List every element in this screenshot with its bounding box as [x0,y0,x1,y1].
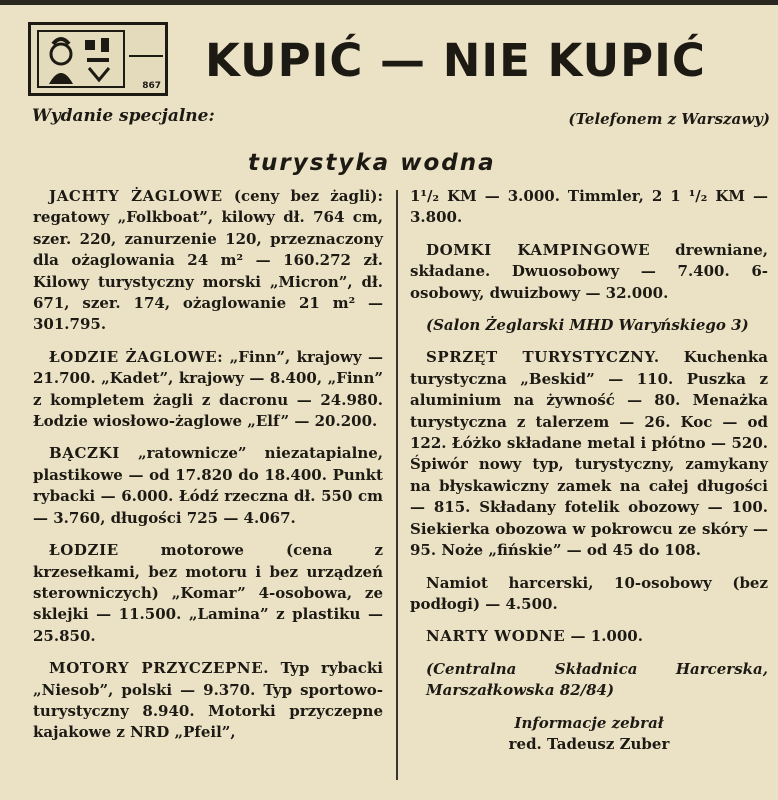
paragraph-heading: JACHTY ŻAGLOWE [49,187,223,205]
paragraph-text: motorowe (cena z krzesełkami, bez motoru i bez urządzeń sterowniczych) „Komar” 4-osobowa, ze sklejki — 11.500. „Lamina” z plastiku — 25.850. [33,541,383,645]
paragraph-text: „Finn”, krajowy — 21.700. „Kadet”, krajowy — 8.400, „Finn” z kompletem żagli z dacronu — 24.980. Łodzie wiosłowo-żaglowe „Elf” — 20.200. [33,347,383,431]
author-name: red. Tadeusz Zuber [508,734,670,753]
left-column [33,186,383,755]
paragraph-text: „ratownicze” niezatapialne, plastikowe — od 17.820 do 18.400. Punkt rybacki — 6.000. Łódź rzeczna dł. 550 cm — 3.760, długości 725 — 4.067. [33,444,383,527]
paragraph-text: Kuchenka turystyczna „Beskid” — 110. Puszka z aluminium na żywność — 80. Menażka turystyczna z talerzem — 26. Koc — od 122. Łóżko składane metal i płótno — 520. Śpiwór nowy typ, turystyczny, zamykany na błyskawiczny zamek na całej długości — 815. Składany fotelik obozowy — 100. Siekierka obozowa w pokrowcu ze skóry — 95. Noże „fińskie” — od 45 do 108. [410,348,768,560]
top-border [0,0,778,5]
author-credit [410,713,768,756]
source-note: (Centralna Składnica Harcerska, Marszałkowska 82/84) [426,659,768,700]
section-title: turystyka wodna [248,150,496,176]
paragraph-namiot [410,573,768,616]
paragraph-heading: MOTORY PRZYCZEPNE. [49,659,270,678]
logo-illustration [37,30,125,88]
logo-price-tag [129,33,163,57]
paragraph-text: drewniane, składane. Dwuosobowy — 7.400. 6-osobowy, dwuizbowy — 32.000. [410,240,768,302]
paragraph-heading: NARTY WODNE [426,627,566,646]
paragraph-heading: BĄCZKI [49,444,120,463]
paragraph-heading: ŁODZIE ŻAGLOWE: [49,347,224,366]
page-title: KUPIĆ — NIE KUPIĆ [205,34,706,87]
column-divider [396,190,398,780]
dateline: (Telefonem z Warszawy) [568,110,770,128]
paragraph-heading: SPRZĘT TURYSTYCZNY. [426,348,660,367]
paragraph-motory [33,658,383,744]
credit-line: Informacje zebrał [514,713,664,732]
paragraph-sprzet [410,347,768,561]
paragraph-heading: ŁODZIE [49,541,119,560]
paragraph-baczki [33,443,383,529]
paragraph-text: (ceny bez żagli): regatowy „Folkboat”, kilowy dł. 764 cm, szer. 220, zanurzenie 120, przeznaczony dla ożaglowania 24 m² — 160.272 zł. Kilowy turystyczny morski „Micron”, dł. 671, szer. 174, ożaglowanie 21 m² — 301.795. [33,187,383,334]
paragraph-text: Namiot harcerski, 10-osobowy (bez podłogi) — 4.500. [410,573,768,613]
paragraph-narty [410,626,768,647]
paragraph-text: — 1.000. [565,627,643,646]
paragraph-continuation: 1¹/₂ KM — 3.000. Timmler, 2 1 ¹/₂ KM — 3.800. [410,187,768,227]
paragraph-domki [410,240,768,304]
logo-number: 867 [142,81,161,91]
source-note: (Salon Żeglarski MHD Waryńskiego 3) [426,316,749,335]
paragraph-lodzie-zaglowe [33,347,383,433]
edition-label: Wydanie specjalne: [32,106,215,126]
paragraph-text: Typ rybacki „Niesob”, polski — 9.370. Typ sportowo-turystyczny 8.940. Motorki przyczepne kajakowe z NRD „Pfeil”, [33,659,383,742]
paragraph-heading: DOMKI KAMPINGOWE [426,240,651,259]
paragraph-lodzie-motorowe [33,540,383,647]
paragraph-jachty [33,186,383,336]
right-column [410,186,768,755]
column-logo [28,22,168,96]
